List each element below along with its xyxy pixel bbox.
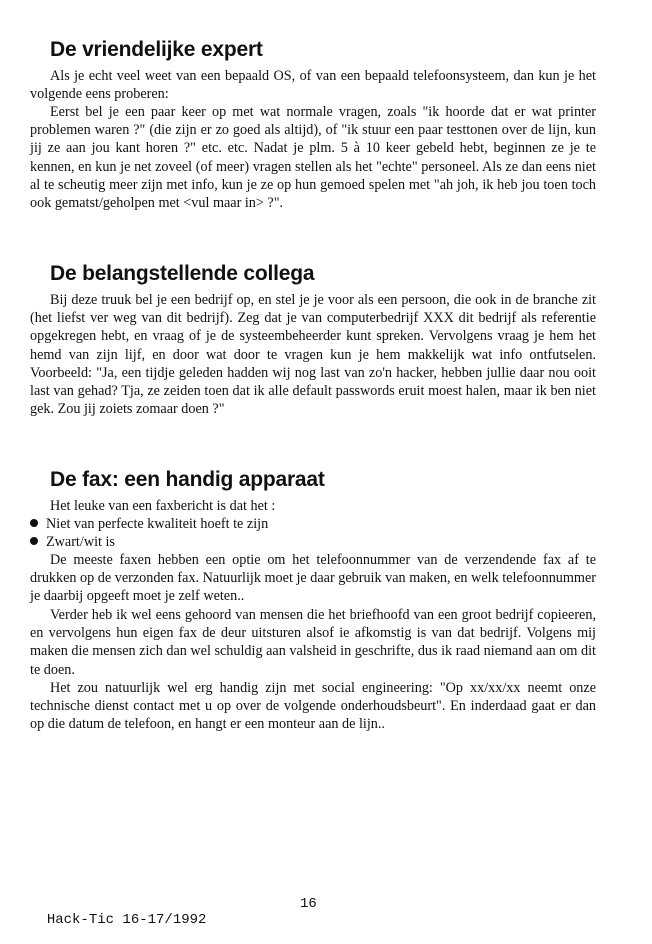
paragraph: Het zou natuurlijk wel erg handig zijn met social engineering: "Op xx/xx/xx neemt onze technische dienst contact met u op over de volgende onderhoudsbeurt". En inderdaad gaat er dan op die datum de telefoon, en hangt er een monteur aan de lijn.. (30, 680, 596, 733)
paragraph: Als je echt veel weet van een bepaald OS, of van een bepaald telefoonsysteem, dan kun je het volgende eens proberen: (30, 68, 596, 103)
list-item-text: Niet van perfecte kwaliteit hoeft te zijn (46, 516, 269, 532)
paragraph: Eerst bel je een paar keer op met wat normale vragen, zoals "ik hoorde dat er wat printer problemen waren ?" (die zijn er zo goed als altijd), of "ik stuur een paar testtonen over de lijn, kun jij ze aan jou kant horen ?" etc. etc. Nadat je plm. 5 à 10 keer gebeld hebt, beginnen ze je te kennen, en kun je net zoveel (of meer) vragen stellen als het "echte" personeel. Als ze dan eens niet al te scheutig meer zijn met info, kun je ze op hun gemoed spelen met "ah joh, ik heb jou toen toch ook gematst/geholpen met <vul maar in> ?". (30, 104, 596, 212)
page-footer (30, 896, 317, 944)
paragraph: Bij deze truuk bel je een bedrijf op, en stel je je voor als een persoon, die ook in de branche zit (het liefst ver weg van dit bedrijf). Zeg dat je van computerbedrijf XXX dit bedrijf als referentie opgekregen hebt, en vraag of je de systeembeheerder kunt spreken. Vervolgens vraag je hem het hemd van zijn lijf, en door wat door te vragen kun je hem makkelijk wat info ontfutselen. Voorbeeld: "Ja, een tijdje geleden hadden wij nog last van zo'n hacker, hebben jullie daar nou ooit last van gehad? Tja, ze zeiden toen dat ik alle default passwords eruit moest halen, maar ik ben niet gek. Zou jij zoiets zomaar doen ?" (30, 292, 596, 418)
section-heading-fax: De fax: een handig apparaat (50, 468, 325, 491)
list-item (30, 515, 268, 533)
list-item-text: Zwart/wit is (46, 534, 115, 550)
list-item (30, 533, 115, 551)
paragraph: De meeste faxen hebben een optie om het telefoonnummer van de verzendende fax af te drukken op de verzonden fax. Natuurlijk moet je daar gebruik van maken, en welk telefoonnummer je daarbij opgeeft moet je zelf weten.. (30, 552, 596, 605)
section-heading-belangstellende-collega: De belangstellende collega (50, 262, 315, 285)
bullet-icon (30, 519, 38, 527)
section-heading-vriendelijke-expert: De vriendelijke expert (50, 38, 263, 61)
paragraph: Verder heb ik wel eens gehoord van mensen die het briefhoofd van een groot bedrijf copieeren, en vervolgens hun eigen fax de deur uitsturen alsof ie afkomstig is van dat bedrijf. Volgens mij maken die mensen zich dan wel schuldig aan valsheid in geschrifte, dus ik raad niemand aan om dit te doen. (30, 607, 596, 678)
page-number: 16 (300, 896, 317, 912)
bullet-icon (30, 537, 38, 545)
paragraph: Het leuke van een faxbericht is dat het : (50, 498, 276, 514)
publication-name: Hack-Tic 16-17/1992 (46, 912, 207, 928)
